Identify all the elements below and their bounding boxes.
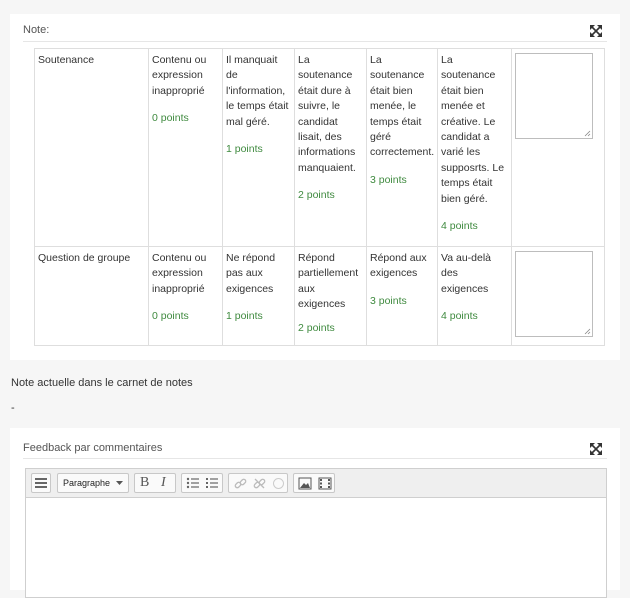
editor-toolbar	[25, 468, 607, 498]
rubric-row-soutenance	[35, 49, 605, 247]
level-cell[interactable]	[149, 247, 223, 346]
level-cell[interactable]	[438, 247, 512, 346]
level-points: 3 points	[370, 294, 407, 307]
expand-arrows-icon[interactable]	[590, 443, 602, 455]
level-description: Va au-delà des exigences	[441, 252, 492, 295]
level-points: 4 points	[441, 310, 478, 323]
paragraph-select-value: Paragraphe	[63, 478, 111, 488]
level-description: La soutenance était bien menée, le temps était géré correctement.	[370, 54, 435, 159]
unlink-icon[interactable]	[253, 477, 266, 490]
level-description: La soutenance était bien menée et créative. Le candidat a varié les supposrts. Le temps était bien géré.	[441, 54, 505, 205]
remark-textarea[interactable]	[515, 53, 593, 139]
level-description: Répond partiellement aux exigences	[298, 252, 359, 311]
feedback-editor[interactable]	[25, 498, 607, 598]
level-points: 2 points	[298, 189, 335, 202]
gradebook-label: Note actuelle dans le carnet de notes	[11, 377, 193, 389]
resize-grip-icon[interactable]	[584, 130, 591, 137]
level-points: 1 points	[226, 310, 263, 323]
remark-textarea[interactable]	[515, 251, 593, 337]
level-points: 2 points	[298, 321, 335, 334]
italic-button[interactable]: I	[161, 475, 166, 490]
level-points: 3 points	[370, 173, 407, 186]
gradebook-value: -	[11, 402, 15, 414]
media-group	[293, 473, 335, 493]
level-cell[interactable]	[367, 49, 438, 247]
image-icon[interactable]	[298, 477, 312, 490]
level-description: Contenu ou expression inapproprié	[152, 54, 207, 97]
level-description: Il manquait de l'information, le temps était mal géré.	[226, 54, 289, 128]
paragraph-select[interactable]	[57, 473, 129, 493]
level-cell[interactable]	[295, 247, 367, 346]
level-points: 0 points	[152, 310, 189, 323]
show-more-icon	[32, 474, 50, 492]
level-cell[interactable]	[367, 247, 438, 346]
expand-arrows-icon[interactable]	[590, 25, 602, 37]
note-title: Note:	[23, 24, 50, 36]
level-description: Contenu ou expression inapproprié	[152, 252, 207, 295]
note-panel	[10, 14, 620, 360]
criterion-label: Question de groupe	[35, 247, 149, 346]
level-cell[interactable]	[438, 49, 512, 247]
emoticon-icon[interactable]	[272, 477, 285, 490]
rubric-row-question-groupe	[35, 247, 605, 346]
level-points: 4 points	[441, 220, 478, 233]
remark-cell	[512, 247, 605, 346]
rubric-table	[34, 48, 605, 346]
remark-cell	[512, 49, 605, 247]
show-more-button[interactable]	[31, 473, 51, 493]
link-group	[228, 473, 288, 493]
resize-grip-icon[interactable]	[584, 328, 591, 335]
criterion-label: Soutenance	[35, 49, 149, 247]
format-group	[134, 473, 176, 493]
link-icon[interactable]	[234, 477, 247, 490]
feedback-title: Feedback par commentaires	[23, 442, 163, 454]
level-description: Répond aux exigences	[370, 252, 427, 280]
list-group	[181, 473, 223, 493]
bullet-list-icon[interactable]	[186, 476, 200, 490]
level-cell[interactable]	[223, 49, 295, 247]
level-description: Ne répond pas aux exigences	[226, 252, 276, 295]
level-cell[interactable]	[295, 49, 367, 247]
level-cell[interactable]	[223, 247, 295, 346]
level-points: 1 points	[226, 143, 263, 156]
media-icon[interactable]	[318, 477, 332, 490]
numbered-list-icon[interactable]	[205, 476, 219, 490]
bold-button[interactable]: B	[140, 475, 150, 490]
level-points: 0 points	[152, 112, 189, 125]
chevron-down-icon	[116, 481, 123, 486]
level-cell[interactable]	[149, 49, 223, 247]
level-description: La soutenance était dure à suivre, le candidat lisait, des informations manquaient.	[298, 54, 356, 174]
feedback-panel	[10, 428, 620, 590]
